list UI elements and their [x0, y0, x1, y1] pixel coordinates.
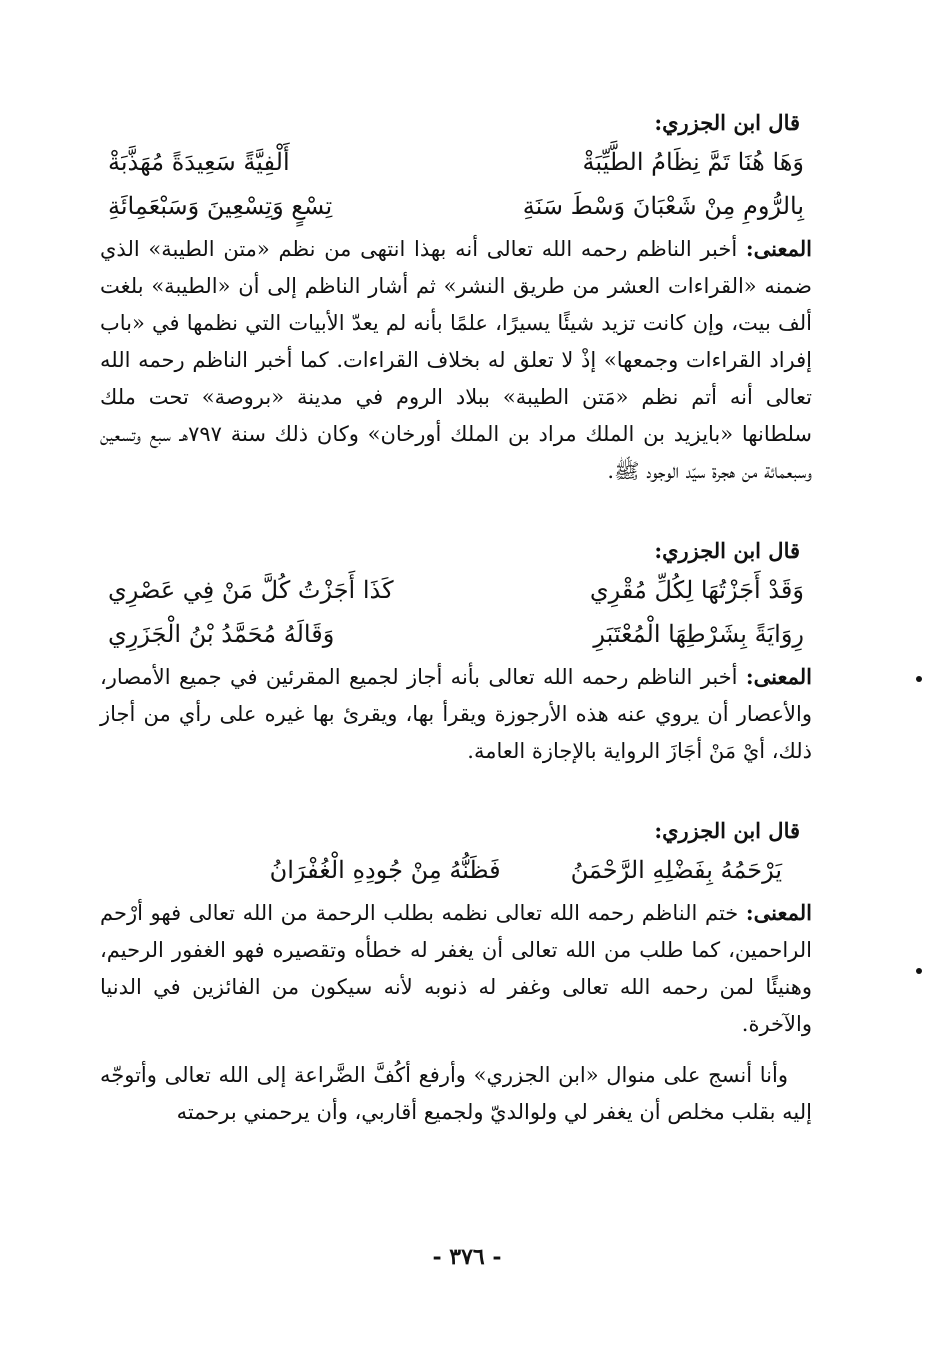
- explanation-text: أخبر الناظم رحمه الله تعالى أنه بهذا انتهى من نظم «متن الطيبة» الذي ضمنه «القراءات العشر من طريق النشر» ثم أشار الناظم إلى أن «الطيبة» بلغت ألف بيت، وإن كانت تزيد شيئًا يسيرًا، علمًا بأنه لم يعدّ الأبيات التي نظمها في «باب إفراد القراءات وجمعها» إذْ لا تعلق له بخلاف القراءات. كما أخبر الناظم رحمه الله تعالى أنه أتم نظم «مَتن الطيبة» ببلاد الروم في مدينة «بروصة» تحت ملك سلطانها «بايزيد بن الملك مراد بن الملك أورخان» وكان ذلك سنة ٧٩٧هـ سبع وتسعين وسبعمائة من هجرة سيّد الوجود ﷺ.: [100, 237, 812, 483]
- verse-first-hemistich: وَقَدْ أَجَزْتُهَا لِكُلِّ مُقْرِي: [589, 576, 804, 604]
- section-heading: قال ابن الجزري:: [654, 110, 800, 135]
- margin-mark: [916, 676, 922, 682]
- verse-first-hemistich: رِوَايَةً بِشَرْطِهَا الْمُعْتَبَرِ: [593, 620, 804, 648]
- verse-second-hemistich: كَذَا أَجَزْتُ كُلَّ مَنْ فِي عَصْرِي: [108, 576, 394, 604]
- explanation-paragraph: [100, 894, 812, 1043]
- meaning-label: المعنى:: [745, 664, 812, 689]
- closing-paragraph: وأنا أنسج على منوال «ابن الجزري» وأرفع أكُفَّ الضَّراعة إلى الله تعالى وأتوجّه إليه بقلب مخلص أن يغفر لي ولوالديّ ولجميع أقاربي، وأن يرحمني برحمته: [100, 1063, 812, 1124]
- verse-second-hemistich: فَظَنُّهُ مِنْ جُودِهِ الْغُفْرَانُ: [269, 856, 501, 884]
- explanation-paragraph: [100, 230, 812, 490]
- verse-first-hemistich: يَرْحَمُهُ بِفَضْلِهِ الرَّحْمَنُ: [570, 856, 782, 884]
- page-body: [100, 108, 812, 1177]
- verse-first-hemistich: وَهَا هُنَا تَمَّ نِظَامُ الطَّيِّبَةْ: [582, 148, 804, 176]
- verse-second-hemistich: وَقَالَهُ مُحَمَّدُ بْنُ الْجَزَرِي: [108, 620, 335, 648]
- page-number: - ٣٧٦ -: [432, 1244, 502, 1270]
- verse-first-hemistich: بِالرُّومِ مِنْ شَعْبَانَ وَسْطَ سَنَةِ: [522, 192, 804, 220]
- section-heading: قال ابن الجزري:: [654, 818, 800, 843]
- verse-line: [100, 568, 812, 612]
- verse-second-hemistich: أَلْفِيَّةً سَعِيدَةً مُهَذَّبَةْ: [108, 148, 290, 176]
- section-1: [100, 108, 812, 490]
- section-3: [100, 816, 812, 1131]
- verse-second-hemistich: تِسْعٍ وَتِسْعِينَ وَسَبْعَمِائَةِ: [108, 192, 333, 220]
- explanation-text: أخبر الناظم رحمه الله تعالى بأنه أجاز لجميع المقرئين في جميع الأمصار، والأعصار أن يروي عنه هذه الأرجوزة ويقرأ بها، ويقرئ بها غيره على رأي من أجاز ذلك، أيْ مَنْ أجَازَ الرواية بالإجازة العامة.: [100, 665, 812, 763]
- verse-line: [100, 848, 812, 892]
- meaning-label: المعنى:: [745, 236, 812, 261]
- verse-line: [100, 184, 812, 228]
- explanation-text: ختم الناظم رحمه الله تعالى نظمه بطلب الرحمة من الله تعالى فهو أرْحم الراحمين، كما طلب من الله تعالى أن يغفر له خطأه وتقصيره فهو الغفور الرحيم، وهنيئًا لمن رحمه الله تعالى وغفر له ذنوبه لأنه سيكون من الفائزين في الدنيا والآخرة.: [100, 901, 812, 1036]
- section-2: [100, 536, 812, 770]
- verse-line: [100, 612, 812, 656]
- explanation-paragraph: [100, 658, 812, 770]
- margin-mark: [916, 968, 922, 974]
- meaning-label: المعنى:: [745, 900, 812, 925]
- verse-line: [100, 140, 812, 184]
- section-heading: قال ابن الجزري:: [654, 538, 800, 563]
